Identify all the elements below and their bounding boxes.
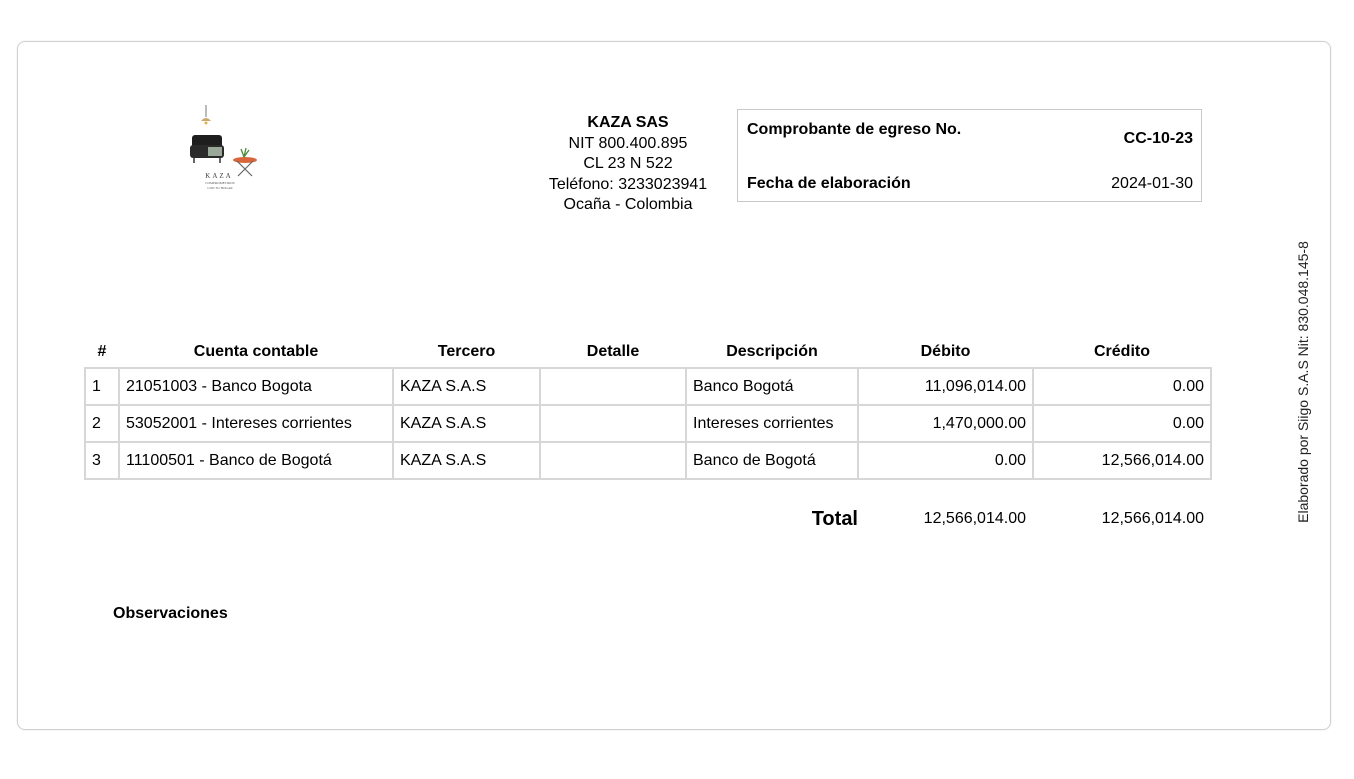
row-third-party: KAZA S.A.S [393,442,540,479]
company-address: CL 23 N 522 [583,155,673,172]
row-description: Banco Bogotá [686,368,858,405]
header-description: Descripción [726,343,818,360]
row-credit: 0.00 [1033,405,1211,442]
header-debit: Débito [920,343,971,360]
header-credit: Crédito [1094,343,1150,360]
voucher-date-label: Fecha de elaboración [747,175,911,192]
row-account: 11100501 - Banco de Bogotá [119,442,393,479]
row-debit: 0.00 [858,442,1033,479]
header-third-party: Tercero [437,343,496,360]
row-detail [540,368,686,405]
row-account: 53052001 - Intereses corrientes [119,405,393,442]
company-phone: Teléfono: 3233023941 [548,175,708,193]
row-third-party: KAZA S.A.S [393,405,540,442]
voucher-number-value: CC-10-23 [1123,130,1193,147]
company-info [528,113,728,216]
logo-tagline-1: COMPROMETIDOS [205,181,235,185]
header-number: # [97,343,107,360]
row-detail [540,405,686,442]
header-account: Cuenta contable [193,343,319,360]
voucher-date-value: 2024-01-30 [1111,175,1193,192]
row-credit: 0.00 [1033,368,1211,405]
total-label: Total [811,508,858,530]
total-credit: 12,566,014.00 [1101,510,1204,527]
logo-wordmark: KAZA [205,172,233,180]
company-logo [180,103,270,193]
observations-label: Observaciones [113,605,228,622]
table-row [85,405,1211,442]
total-debit: 12,566,014.00 [923,510,1026,527]
table-row [85,368,1211,405]
row-number: 1 [85,368,119,405]
row-third-party: KAZA S.A.S [393,368,540,405]
voucher-date-row [747,174,1193,196]
row-number: 3 [85,442,119,479]
voucher-number-label: Comprobante de egreso No. [747,121,962,138]
row-debit: 11,096,014.00 [858,368,1033,405]
row-debit: 1,470,000.00 [858,405,1033,442]
header-detail: Detalle [586,343,640,360]
logo-tagline-2: CON TU HOGAR [207,186,233,190]
company-nit: NIT 800.400.895 [568,134,688,152]
row-detail [540,442,686,479]
row-account: 21051003 - Banco Bogota [119,368,393,405]
row-description: Intereses corrientes [686,405,858,442]
entries-table [84,337,1212,480]
company-name: KAZA SAS [587,114,669,131]
voucher-number-row [747,120,1193,160]
voucher-info-box [737,109,1202,202]
table-row [85,442,1211,479]
company-city: Ocaña - Colombia [563,196,693,213]
row-number: 2 [85,405,119,442]
table-header-row [85,337,1211,368]
row-credit: 12,566,014.00 [1033,442,1211,479]
side-note: Elaborado por Siigo S.A.S Nit: 830.048.145-8 [1295,241,1311,523]
row-description: Banco de Bogotá [686,442,858,479]
